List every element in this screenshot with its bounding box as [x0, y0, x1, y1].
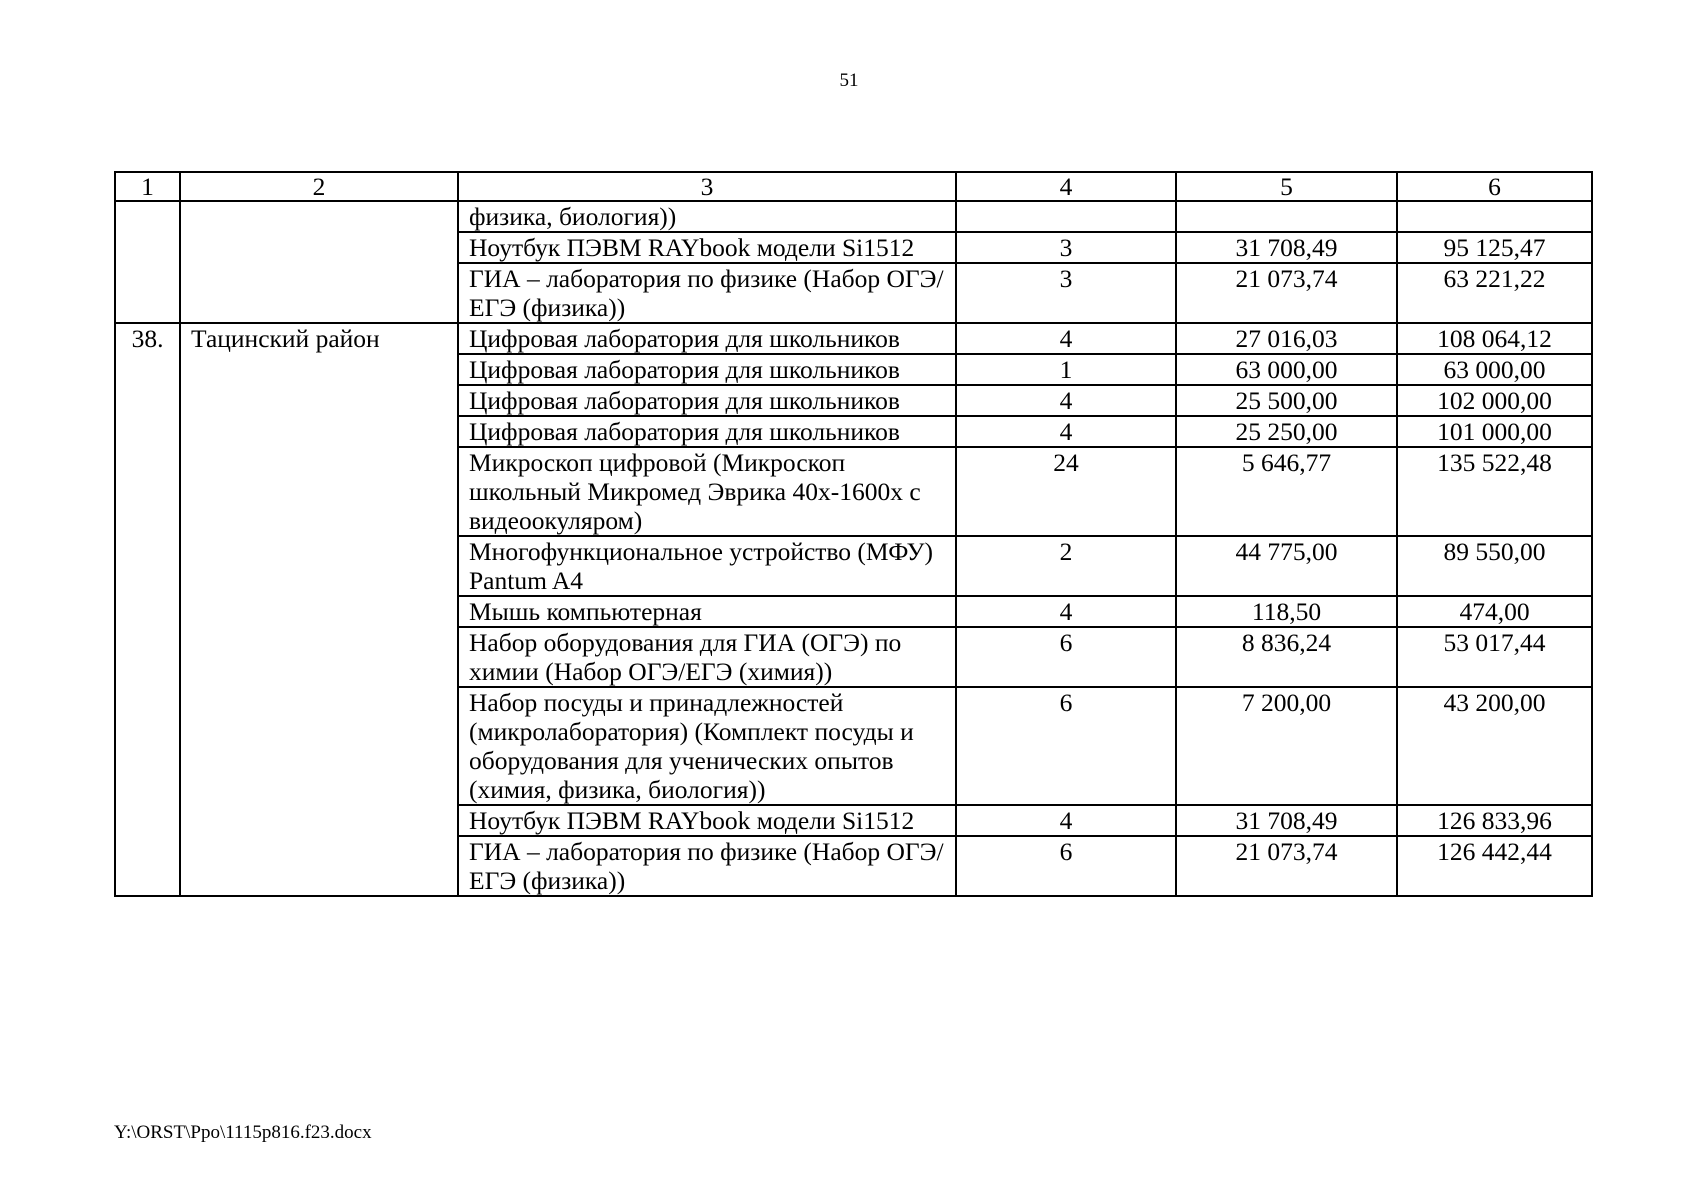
- quantity-cell: 4: [956, 416, 1176, 447]
- item-name-cell: ГИА – лаборатория по физике (Набор ОГЭ/ЕГЭ (физика)): [458, 836, 956, 896]
- quantity-cell: 3: [956, 263, 1176, 323]
- total-cell: 126 442,44: [1397, 836, 1592, 896]
- item-name-cell: ГИА – лаборатория по физике (Набор ОГЭ/ЕГЭ (физика)): [458, 263, 956, 323]
- quantity-cell: 24: [956, 447, 1176, 536]
- unit-price-cell: 118,50: [1176, 596, 1397, 627]
- table-row: [115, 323, 1592, 354]
- unit-price-cell: 5 646,77: [1176, 447, 1397, 536]
- item-name-cell: Ноутбук ПЭВМ RAYbook модели Si1512: [458, 232, 956, 263]
- item-name-cell: Ноутбук ПЭВМ RAYbook модели Si1512: [458, 805, 956, 836]
- total-cell: 63 221,22: [1397, 263, 1592, 323]
- quantity-cell: 6: [956, 687, 1176, 805]
- total-cell: 101 000,00: [1397, 416, 1592, 447]
- item-name-cell: Многофункциональное устройство (МФУ) Pantum A4: [458, 536, 956, 596]
- item-name-cell: Цифровая лаборатория для школьников: [458, 354, 956, 385]
- column-header: 1: [115, 172, 180, 201]
- quantity-cell: 4: [956, 805, 1176, 836]
- total-cell: [1397, 201, 1592, 232]
- item-name-cell: Цифровая лаборатория для школьников: [458, 416, 956, 447]
- unit-price-cell: 31 708,49: [1176, 805, 1397, 836]
- total-cell: 95 125,47: [1397, 232, 1592, 263]
- district-cell: [180, 201, 458, 323]
- total-cell: 135 522,48: [1397, 447, 1592, 536]
- table-row: [115, 201, 1592, 232]
- unit-price-cell: 44 775,00: [1176, 536, 1397, 596]
- district-cell: Тацинский район: [180, 323, 458, 896]
- item-name-cell: Набор оборудования для ГИА (ОГЭ) по химии (Набор ОГЭ/ЕГЭ (химия)): [458, 627, 956, 687]
- column-header: 2: [180, 172, 458, 201]
- page-number: 51: [839, 70, 859, 91]
- total-cell: 53 017,44: [1397, 627, 1592, 687]
- data-table: [114, 171, 1593, 897]
- total-cell: 43 200,00: [1397, 687, 1592, 805]
- total-cell: 108 064,12: [1397, 323, 1592, 354]
- quantity-cell: 3: [956, 232, 1176, 263]
- unit-price-cell: 63 000,00: [1176, 354, 1397, 385]
- item-name-cell: Мышь компьютерная: [458, 596, 956, 627]
- unit-price-cell: 8 836,24: [1176, 627, 1397, 687]
- column-header: 4: [956, 172, 1176, 201]
- quantity-cell: 6: [956, 627, 1176, 687]
- unit-price-cell: 27 016,03: [1176, 323, 1397, 354]
- item-name-cell: Набор посуды и принадлежностей (микролаборатория) (Комплект посуды и оборудования для ученических опытов (химия, физика, биология)): [458, 687, 956, 805]
- column-header: 5: [1176, 172, 1397, 201]
- total-cell: 102 000,00: [1397, 385, 1592, 416]
- quantity-cell: 6: [956, 836, 1176, 896]
- row-number-cell: 38.: [115, 323, 180, 896]
- item-name-cell: Цифровая лаборатория для школьников: [458, 385, 956, 416]
- unit-price-cell: 21 073,74: [1176, 836, 1397, 896]
- unit-price-cell: 31 708,49: [1176, 232, 1397, 263]
- quantity-cell: 4: [956, 596, 1176, 627]
- quantity-cell: 2: [956, 536, 1176, 596]
- table-header-row: [115, 172, 1592, 201]
- quantity-cell: 1: [956, 354, 1176, 385]
- unit-price-cell: 25 500,00: [1176, 385, 1397, 416]
- quantity-cell: [956, 201, 1176, 232]
- unit-price-cell: 7 200,00: [1176, 687, 1397, 805]
- quantity-cell: 4: [956, 323, 1176, 354]
- total-cell: 89 550,00: [1397, 536, 1592, 596]
- row-number-cell: [115, 201, 180, 323]
- total-cell: 63 000,00: [1397, 354, 1592, 385]
- footer-file-path: Y:\ORST\Ppo\1115p816.f23.docx: [114, 1122, 372, 1143]
- total-cell: 126 833,96: [1397, 805, 1592, 836]
- unit-price-cell: [1176, 201, 1397, 232]
- quantity-cell: 4: [956, 385, 1176, 416]
- item-name-cell: физика, биология)): [458, 201, 956, 232]
- unit-price-cell: 25 250,00: [1176, 416, 1397, 447]
- unit-price-cell: 21 073,74: [1176, 263, 1397, 323]
- item-name-cell: Микроскоп цифровой (Микроскоп школьный Микромед Эврика 40х-1600х с видеоокуляром): [458, 447, 956, 536]
- total-cell: 474,00: [1397, 596, 1592, 627]
- column-header: 3: [458, 172, 956, 201]
- item-name-cell: Цифровая лаборатория для школьников: [458, 323, 956, 354]
- column-header: 6: [1397, 172, 1592, 201]
